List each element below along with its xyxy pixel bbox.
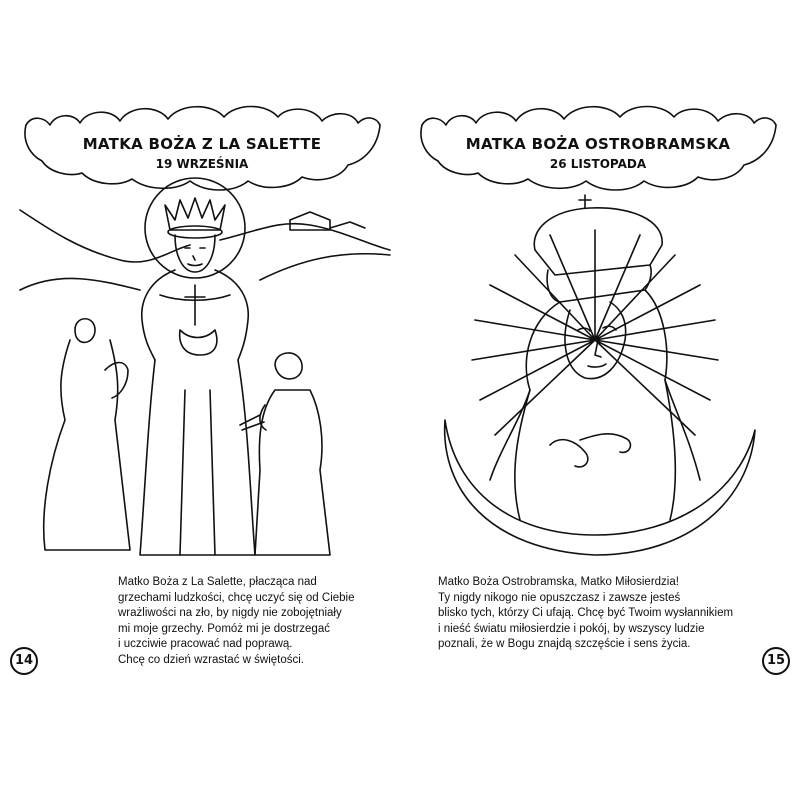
page-title: MATKA BOŻA OSTROBRAMSKA [465, 135, 731, 153]
feast-date: 19 WRZEŚNIA [155, 157, 249, 171]
prayer-line: wrażliwości na zło, by nigdy nie zobojętniały [118, 607, 342, 619]
prayer-line: mi moje grzechy. Pomóż mi je dostrzegać [118, 622, 330, 635]
feast-date: 26 LISTOPADA [549, 157, 647, 171]
ostrobramska-illustration [420, 190, 780, 570]
prayer-line: poznali, że w Bogu znajdą szczęście i sens życia. [438, 638, 691, 650]
prayer-text [118, 575, 398, 668]
prayer-line: blisko tych, którzy Ci ufają. Chcę być Twoim wysłannikiem [438, 607, 734, 619]
page-number: 14 [10, 647, 38, 675]
prayer-line: grzechami ludzkości, chcę uczyć się od Ciebie [118, 591, 355, 604]
prayer-line: Chcę co dzień wzrastać w świętości. [118, 653, 304, 666]
la-salette-illustration [20, 190, 390, 570]
page-number: 15 [762, 647, 790, 675]
prayer-line: i uczciwie pracować nad poprawą. [118, 638, 293, 650]
prayer-line: Matko Boża z La Salette, płacząca nad [118, 576, 317, 588]
rays [472, 230, 718, 435]
right-page [400, 0, 800, 800]
prayer-text [438, 575, 783, 653]
page-title: MATKA BOŻA Z LA SALETTE [82, 135, 322, 153]
prayer-line: Matko Boża Ostrobramska, Matko Miłosierdzia! [438, 576, 679, 588]
prayer-line: i nieść światu miłosierdzie i pokój, by wszyscy ludzie [438, 622, 705, 635]
prayer-line: Ty nigdy nikogo nie opuszczasz i zawsze jesteś [438, 591, 681, 604]
